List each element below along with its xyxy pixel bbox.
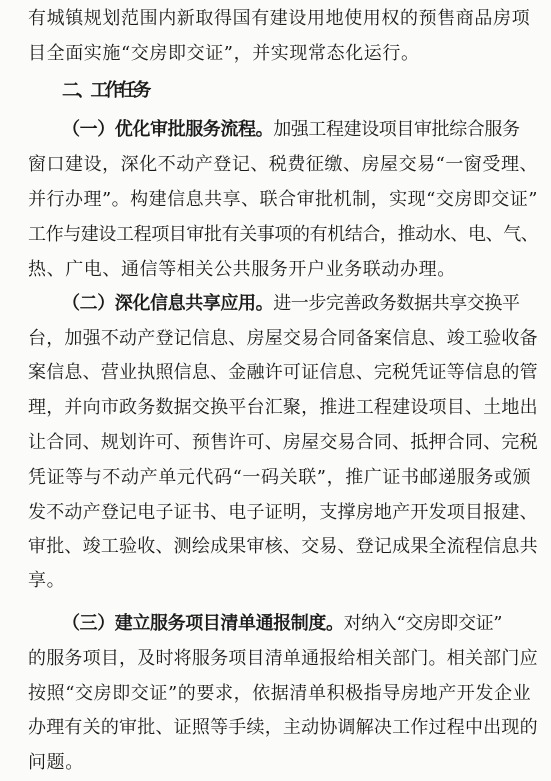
p1-line-1 xyxy=(62,117,551,143)
p3-lead: （三）建立服务项目清单通报制度。 xyxy=(62,613,344,634)
p2-line-2: 台，加强不动产登记信息、房屋交易合同备案信息、竣工验收备 xyxy=(28,328,538,349)
section-title: 二、工作任务 xyxy=(62,80,148,101)
intro-line-1: 有城镇规划范围内新取得国有建设用地使用权的预售商品房项 xyxy=(28,8,531,29)
p2-line-3: 案信息、营业执照信息、金融许可证信息、完税凭证等信息的管 xyxy=(28,362,538,383)
p3-line-4: 办理有关的审批、证照等手续，主动协调解决工作过程中出现的 xyxy=(28,717,538,738)
p2-line-1 xyxy=(62,291,551,317)
p2-line-6: 凭证等与不动产单元代码“一码关联”，推广证书邮递服务或颁 xyxy=(28,467,532,488)
p3-line-5: 问题。 xyxy=(28,752,84,773)
p2-line-7: 发不动产登记电子证书、电子证明，支撑房地产开发项目报建、 xyxy=(28,502,538,523)
p2-line-1-rest: 进一步完善政务数据共享交换平 xyxy=(273,293,520,314)
p2-lead: （二）深化信息共享应用。 xyxy=(62,293,274,314)
p1-line-3: 并行办理”。构建信息共享、联合审批机制，实现“交房即交证” xyxy=(28,189,539,210)
p1-line-4: 工作与建设工程项目审批有关事项的有机结合，推动水、电、气、 xyxy=(28,224,539,245)
p2-line-8: 审批、竣工验收、测绘成果审核、交易、登记成果全流程信息共 xyxy=(28,536,538,557)
p2-line-9: 享。 xyxy=(28,570,66,591)
p3-line-3: 按照“交房即交证”的要求，依据清单积极指导房地产开发企业 xyxy=(28,683,532,704)
p1-lead: （一）优化审批服务流程。 xyxy=(62,119,274,140)
p2-line-5: 让合同、规划许可、预售许可、房屋交易合同、抵押合同、完税 xyxy=(28,432,538,453)
intro-line-2: 目全面实施“交房即交证”，并实现常态化运行。 xyxy=(28,43,420,64)
p1-line-1-rest: 加强工程建设项目审批综合服务 xyxy=(273,119,520,140)
p1-line-5: 热、广电、通信等相关公共服务开户业务联动办理。 xyxy=(28,259,456,280)
p1-line-2: 窗口建设，深化不动产登记、税费征缴、房屋交易“一窗受理、 xyxy=(28,154,538,175)
p3-line-1-rest: 对纳入“交房即交证” xyxy=(343,613,503,634)
p3-line-2: 的服务项目，及时将服务项目清单通报给相关部门。相关部门应 xyxy=(28,648,538,669)
p3-line-1 xyxy=(62,611,551,637)
p2-line-4: 理，并向市政务数据交换平台汇聚，推进工程建设项目、土地出 xyxy=(28,397,538,418)
